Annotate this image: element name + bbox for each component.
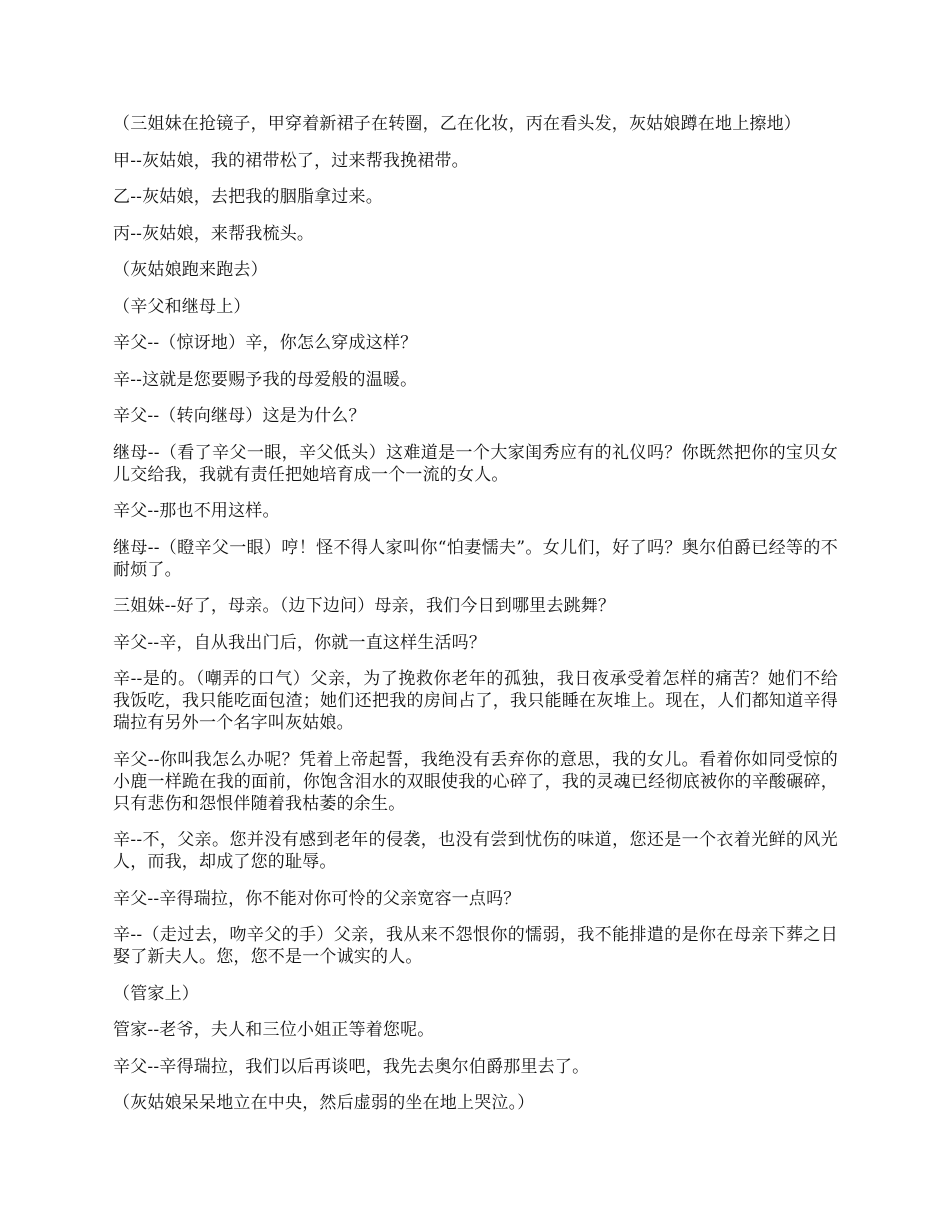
dialogue-line: 三姐妹--好了，母亲。（边下边问）母亲，我们今日到哪里去跳舞？ [113, 596, 616, 616]
dialogue-line: 辛--（走过去，吻辛父的手）父亲，我从来不怨恨你的懦弱，我不能排遣的是你在母亲下葬之日娶了新夫人。您，您不是一个诚实的人。 [113, 925, 838, 967]
dialogue-line: 辛--不，父亲。您并没有感到老年的侵袭，也没有尝到忧伤的味道，您还是一个衣着光鲜的风光人，而我，却成了您的耻辱。 [113, 830, 838, 872]
dialogue-line: 丙--灰姑娘，来帮我梳头。 [113, 223, 315, 244]
dialogue-line: 辛父--（转向继母）这是为什么？ [113, 406, 366, 426]
dialogue-line: 辛父--你叫我怎么办呢？凭着上帝起誓，我绝没有丢弃你的意思，我的女儿。看着你如同受惊的小鹿一样跪在我的面前，你饱含泪水的双眼使我的心碎了，我的灵魂已经彻底被你的辛酸碾碎，只有悲伤和怨恨伴随着我枯萎的余生。 [113, 749, 838, 814]
stage-direction: （三姐妹在抢镜子，甲穿着新裙子在转圈，乙在化妆，丙在看头发，灰姑娘蹲在地上擦地） [113, 114, 801, 134]
dialogue-line: 辛--这就是您要赐予我的母爱般的温暖。 [113, 369, 418, 390]
dialogue-line: 辛父--那也不用这样。 [113, 501, 280, 521]
dialogue-line: 辛父--辛得瑞拉，你不能对你可怜的父亲宽容一点吗？ [113, 888, 521, 909]
dialogue-line: 继母--（看了辛父一眼，辛父低头）这难道是一个大家闺秀应有的礼仪吗？你既然把你的宝贝女儿交给我，我就有责任把她培育成一个一流的女人。 [113, 442, 838, 485]
stage-direction: （灰姑娘呆呆地立在中央，然后虚弱的坐在地上哭泣。） [113, 1093, 535, 1113]
dialogue-line: 乙--灰姑娘，去把我的胭脂拿过来。 [113, 187, 383, 207]
dialogue-line: 辛父--（惊讶地）辛，你怎么穿成这样？ [113, 333, 418, 353]
dialogue-line: 辛父--辛得瑞拉，我们以后再谈吧，我先去奥尔伯爵那里去了。 [113, 1056, 590, 1077]
dialogue-line: 辛--是的。（嘲弄的口气）父亲，为了挽救你老年的孤独，我日夜承受着怎样的痛苦？她们不给我饭吃，我只能吃面包渣；她们还把我的房间占了，我只能睡在灰堆上。现在，人们都知道辛得瑞拉有另外一个名字叫灰姑娘。 [113, 669, 838, 733]
document-page [113, 113, 838, 1129]
dialogue-line: 继母--（瞪辛父一眼）哼！怪不得人家叫你“怕妻懦夫”。女儿们，好了吗？奥尔伯爵已经等的不耐烦了。 [113, 537, 838, 580]
dialogue-line: 甲--灰姑娘，我的裙带松了，过来帮我挽裙带。 [113, 150, 469, 171]
dialogue-line: 辛父--辛，自从我出门后，你就一直这样生活吗？ [113, 632, 487, 653]
dialogue-line: 管家--老爷，夫人和三位小姐正等着您呢。 [113, 1020, 435, 1040]
stage-direction: （辛父和继母上） [113, 296, 251, 317]
stage-direction: （管家上） [113, 983, 199, 1004]
stage-direction: （灰姑娘跑来跑去） [113, 260, 268, 280]
